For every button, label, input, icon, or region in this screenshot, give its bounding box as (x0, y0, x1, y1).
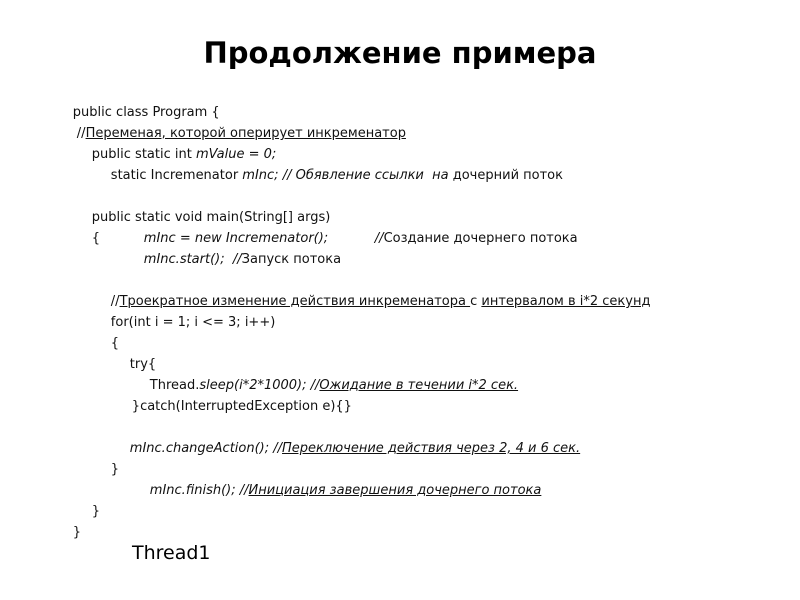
code-line-comment-create (350, 212, 578, 266)
code-text: // (374, 231, 384, 246)
code-text: } (91, 504, 101, 519)
code-text: } (72, 525, 82, 540)
slide-title: Продолжение примера (203, 36, 597, 70)
code-comment: Запуск потока (241, 252, 342, 267)
thread-caption: Thread1 (132, 542, 211, 564)
code-line-class-close (48, 506, 81, 560)
code-comment: Ожидание в течении i*2 сек. (319, 378, 519, 393)
code-comment: с (470, 294, 482, 309)
code-text: } (110, 462, 120, 477)
code-text: public class Program { (72, 105, 220, 120)
code-text: mInc.finish(); // (149, 483, 249, 498)
code-text: public static int (91, 147, 196, 162)
code-comment: Создание дочернего потока (383, 231, 578, 246)
code-text: mInc = new Incremenator(); (143, 231, 329, 246)
code-comment: Переключение действия через 2, 4 и 6 сек. (282, 441, 581, 456)
code-text: public static void main(String[] args) (91, 210, 331, 225)
code-text: try{ (129, 357, 157, 372)
code-comment: Троекратное изменение действия инкременатора (119, 294, 471, 309)
code-text: дочерний поток (448, 168, 563, 183)
code-text: mValue = 0; (195, 147, 277, 162)
code-text: mInc.start(); (143, 252, 229, 267)
code-text: { (91, 231, 101, 246)
code-text: // (110, 294, 120, 309)
code-text: static Incremenator (110, 168, 243, 183)
code-text: sleep(i*2*1000); // (199, 378, 320, 393)
code-text: { (110, 336, 120, 351)
code-text: for(int i = 1; i <= 3; i++) (110, 315, 276, 330)
code-comment: Инициация завершения дочернего потока (248, 483, 542, 498)
code-text: // (76, 126, 86, 141)
code-line-open-brace (67, 212, 100, 266)
code-text: mInc; // Обявление ссылки на (242, 168, 449, 183)
code-comment: Переменая, которой оперирует инкременатор (85, 126, 406, 141)
code-comment: интервалом в i*2 секунд (481, 294, 651, 309)
code-text: mInc.changeAction(); // (129, 441, 283, 456)
code-text: }catch(InterruptedException e){} (131, 399, 352, 414)
code-line-finish (125, 464, 541, 518)
code-text: // (228, 252, 242, 267)
code-text: Thread. (149, 378, 200, 393)
